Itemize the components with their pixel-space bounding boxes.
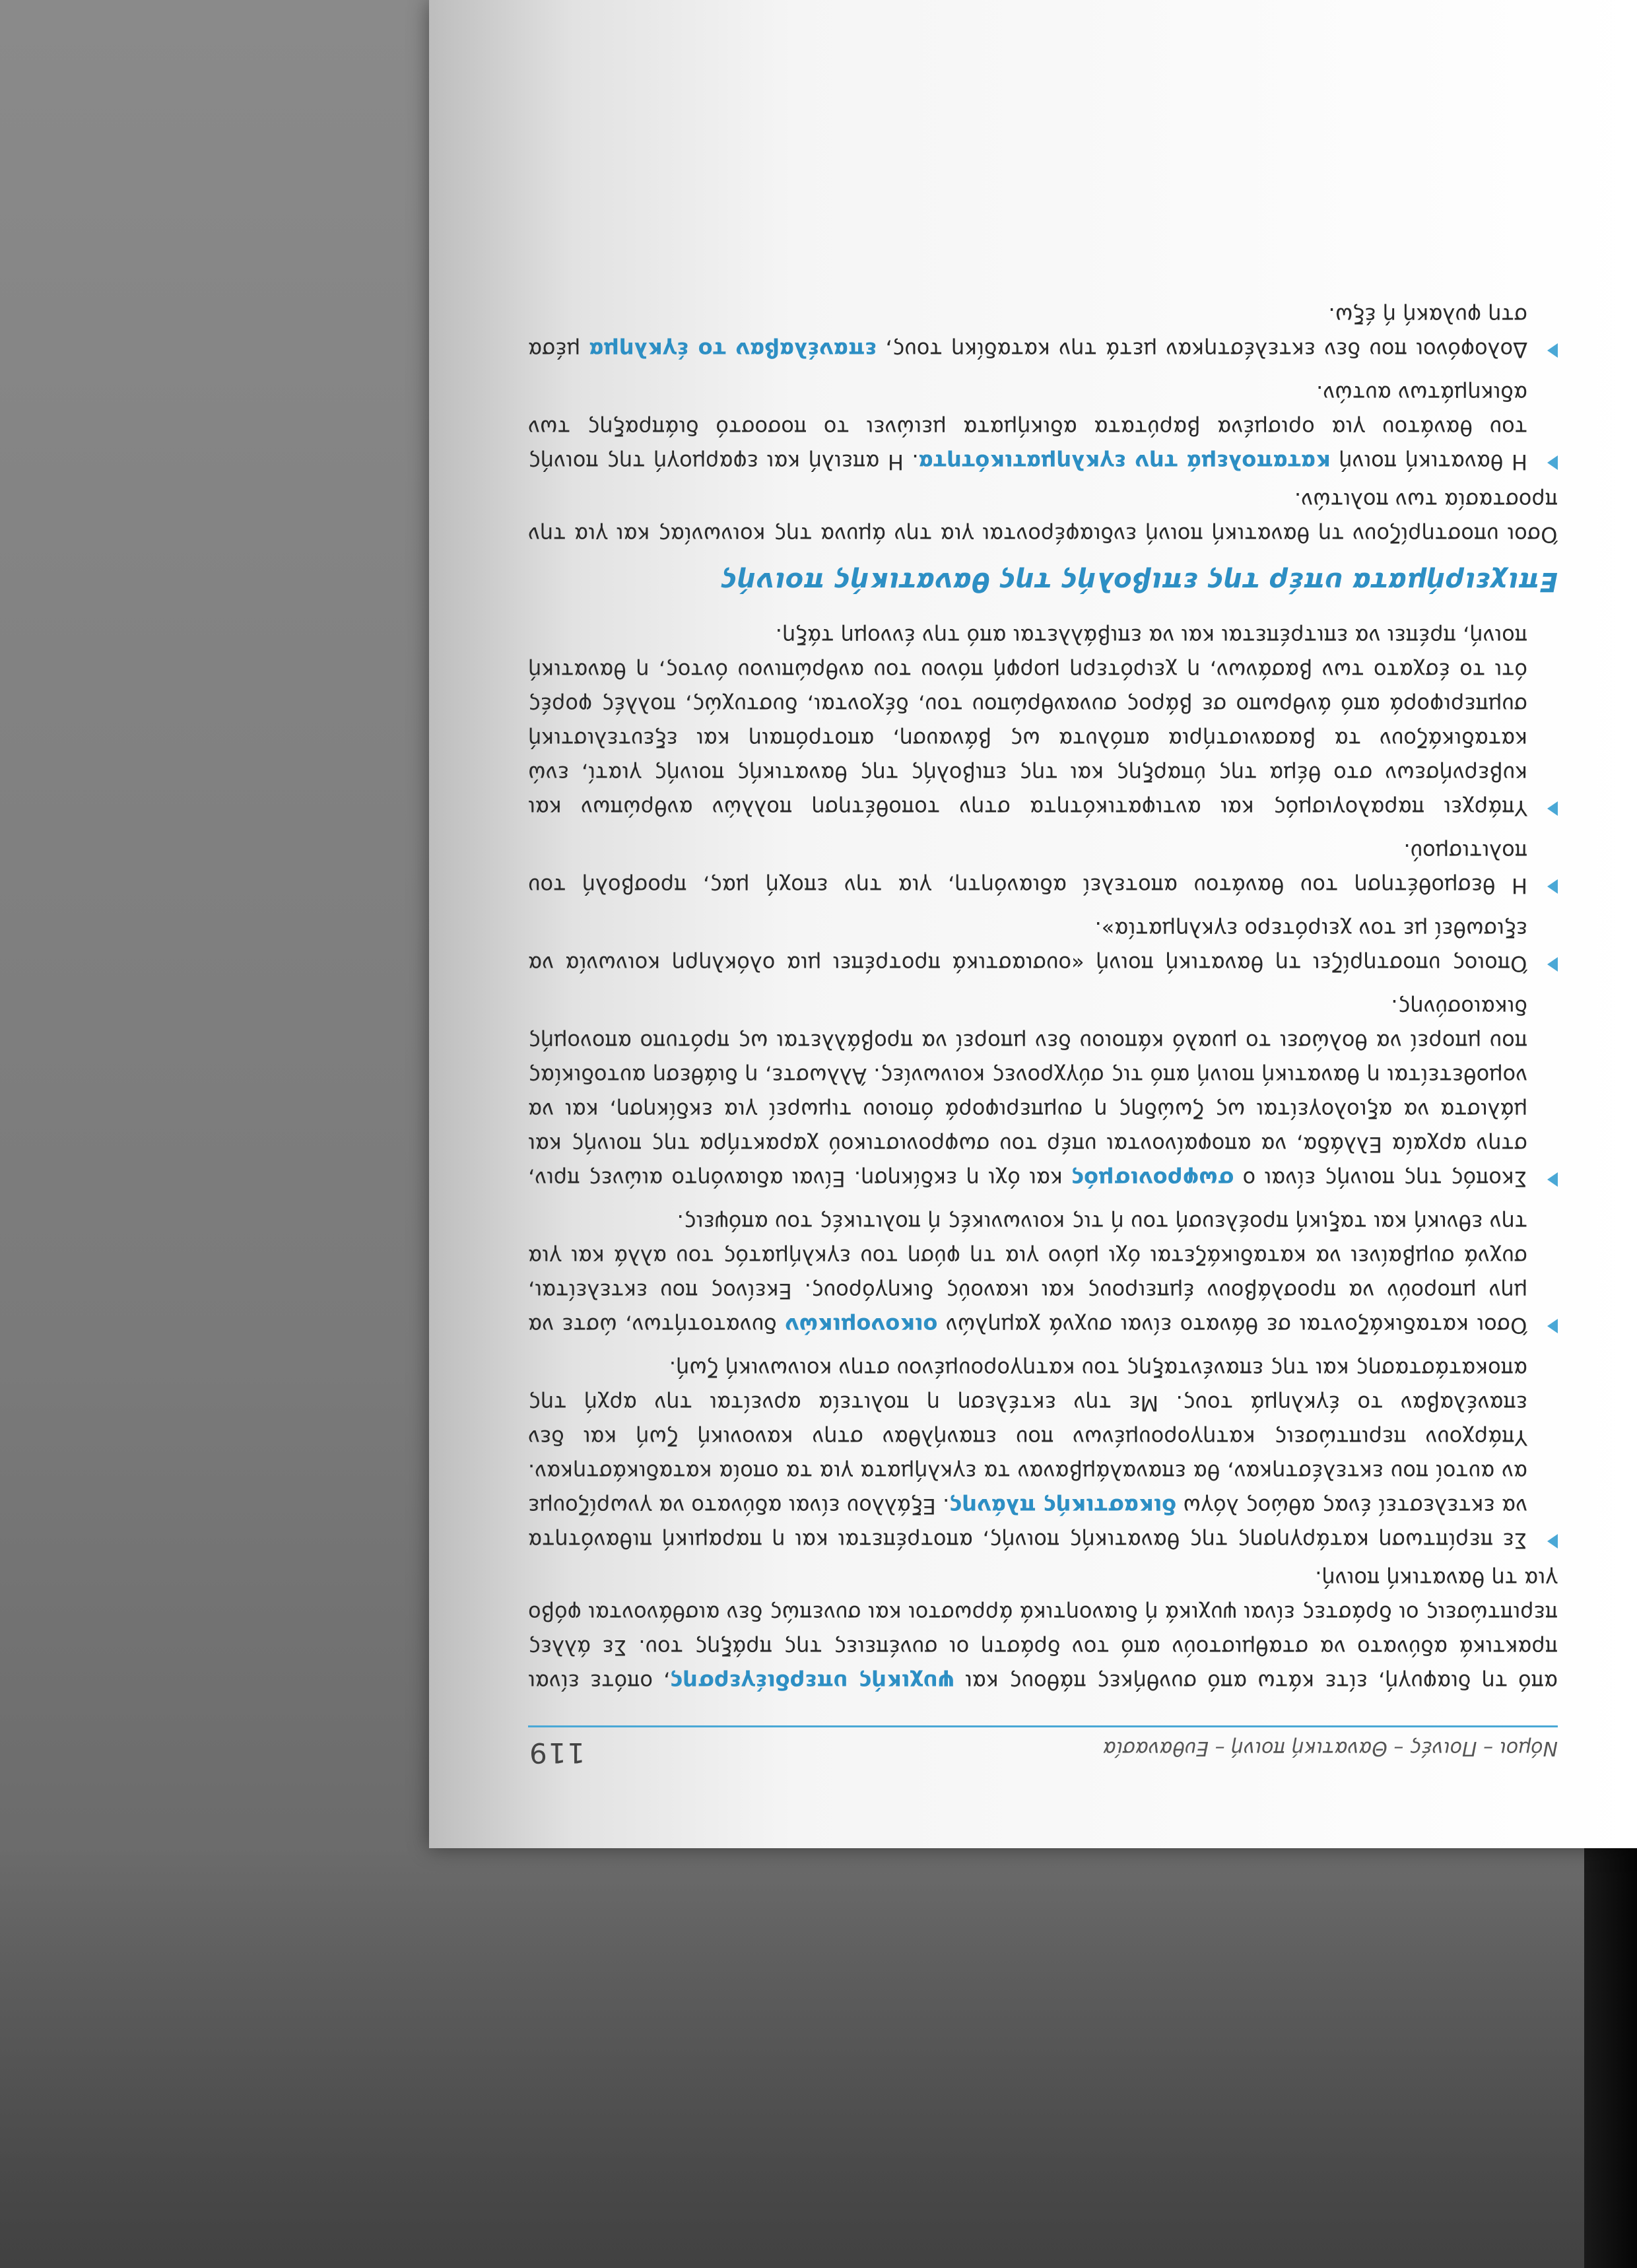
triangle-bullet-icon (1547, 801, 1558, 816)
page-content (528, 289, 1558, 1769)
keyword-highlight: οικονομικών (785, 1313, 938, 1338)
triangle-bullet-icon (1547, 1319, 1558, 1333)
list-item: Δολοφόνοι που δεν εκτελέστηκαν μετά την καταδίκη τους, επανέλαβαν το έγκλημα μέσα στη φυλακή ή έξω. (528, 298, 1558, 367)
triangle-bullet-icon (1547, 343, 1558, 358)
intro-highlight: ψυχικής υπερδιέγερσης (670, 1669, 954, 1694)
keyword-highlight: δικαστικής πλάνης (949, 1494, 1177, 1519)
arguments-for-list (528, 298, 1558, 479)
list-item: Όποιος υποστηρίζει τη θανατική ποινή «ουσιαστικά προτρέπει μια ολόκληρη κοινωνία να εξισωθεί με τον χειρότερο εγκληματία». (528, 912, 1558, 981)
keyword-highlight: επανέλαβαν το έγκλημα (589, 337, 877, 362)
keyword-highlight: σωφρονισμός (1071, 1166, 1234, 1191)
section-intro: Όσοι υποστηρίζουν τη θανατική ποινή ενδιαφέρονται για την άμυνα της κοινωνίας και για την προστασία των πολιτών. (528, 488, 1558, 547)
keyword-highlight: καταπολεμά την εγκληματικότητα (918, 450, 1331, 475)
intro-text-1: από τη διαφυγή, είτε κάτω από συνθήκες πάθους και (954, 1669, 1558, 1694)
scan-shadow (0, 1848, 1637, 2268)
running-head-title: Νόμοι – Ποινές – Θανατική ποινή – Ευθανασία (1103, 1737, 1558, 1760)
page-number: 119 (528, 1737, 585, 1769)
list-item: Υπάρχει παραλογισμός και αντιφατικότητα στην τοποθέτηση πολλών ανθρώπων και κυβερνήσεων στο θέμα της ύπαρξης και της επιβολής της θανατικής ποινής γιατί, ενώ καταδικάζουν τα βασανιστήρια απόλυτα ως βάναυση, αποτρόπαιη και εξευτελιστική συμπεριφορά από άνθρωπο σε βάρος συνανθρώπου του, δέχονται, δυστυχώς, πολλές φορές ότι το έσχατο των βασάνων, η χειρότερη μορφή πόνου του ανθρώπινου όντος, η θανατική ποινή, πρέπει να επιτρέπεται και να επιβάλλεται από την έννομη τάξη. (528, 619, 1558, 825)
arguments-against-list (528, 619, 1558, 1558)
intro-paragraph (528, 1562, 1558, 1699)
list-item: Η θεσμοθέτηση του θανάτου αποτελεί αδιανόητη, για την εποχή μας, προσβολή του πολιτισμού. (528, 834, 1558, 903)
triangle-bullet-icon (1547, 1534, 1558, 1549)
running-head (528, 1725, 1558, 1769)
triangle-bullet-icon (1547, 1172, 1558, 1187)
triangle-bullet-icon (1547, 455, 1558, 470)
list-item: Σε περίπτωση κατάργησης της θανατικής ποινής, αποτρέπεται και η παραμική πιθανότητα να εκτελεστεί ένας αθώος λόγω δικαστικής πλάνης. Εξάλλου είναι αδύνατο να γνωρίζουμε αν αυτοί που εκτελέστηκαν, θα επαναλάμβαναν τα εγκλήματα για τα οποία καταδικάστηκαν. Υπάρχουν περιπτώσεις κατηγορουμένων που επανήλθαν στην κανονική ζωή και δεν επανέλαβαν το έγκλημά τους. Με την εκτέλεση η πολιτεία αρνείται την αρχή της αποκατάστασης και της επανένταξης του κατηγορουμένου στην κοινωνική ζωή. (528, 1352, 1558, 1558)
triangle-bullet-icon (1547, 957, 1558, 972)
scanned-page (429, 0, 1637, 1848)
list-item: Σκοπός της ποινής είναι ο σωφρονισμός και όχι η εκδίκηση. Είναι αδιανόητο αιώνες πριν, στην αρχαία Ελλάδα, να αποφαίνονται υπέρ του σωφρονιστικού χαρακτήρα της ποινής και μάλιστα να αξιολογείται ως ζωώδης η συμπεριφορά όποιου τιμωρεί για εκδίκηση, και να νομοθετείται η θανατική ποινή από τις σύγχρονες κοινωνίες. Άλλωστε, η διάθεση αυτοδικίας που μπορεί να θολώσει το μυαλό κάποιου δεν μπορεί να προβάλλεται ως πρότυπο απονομής δικαιοσύνης. (528, 990, 1558, 1196)
section-heading: Επιχειρήματα υπέρ της επιβολής της θανατικής ποινής (721, 566, 1558, 597)
list-item: Όσοι καταδικάζονται σε θάνατο είναι συχνά χαμηλών οικονομικών δυνατοτήτων, ώστε να μην μπορούν να προσλάβουν έμπειρους και ικανούς δικηγόρους. Εκείνος που εκτελείται, συχνά συμβαίνει να καταδικάζεται όχι μόνο για τη φύση του εγκλήματός του αλλά και για την εθνική και ταξική προέλευσή του ή τις κοινωνικές ή πολιτικές του απόψεις. (528, 1205, 1558, 1343)
list-item: Η θανατική ποινή καταπολεμά την εγκληματικότητα. Η απειλή και εφαρμογή της ποινής του θανάτου για ορισμένα βαρύτατα αδικήματα μειώνει το ποσοστό διάπραξης των αδικημάτων αυτών. (528, 376, 1558, 479)
intro-text-2: , οπότε είναι πρακτικά αδύνατο να σταθμιστούν από τον δράστη οι συνέπειες της πράξης του. Σε άλλες περιπτώσεις οι δράστες είναι ψυχικά ή διανοητικά άρρωστοι και συνεπώς δεν αισθάνονται φόβο για τη θανατική ποινή. (527, 1566, 1558, 1694)
triangle-bullet-icon (1547, 879, 1558, 894)
